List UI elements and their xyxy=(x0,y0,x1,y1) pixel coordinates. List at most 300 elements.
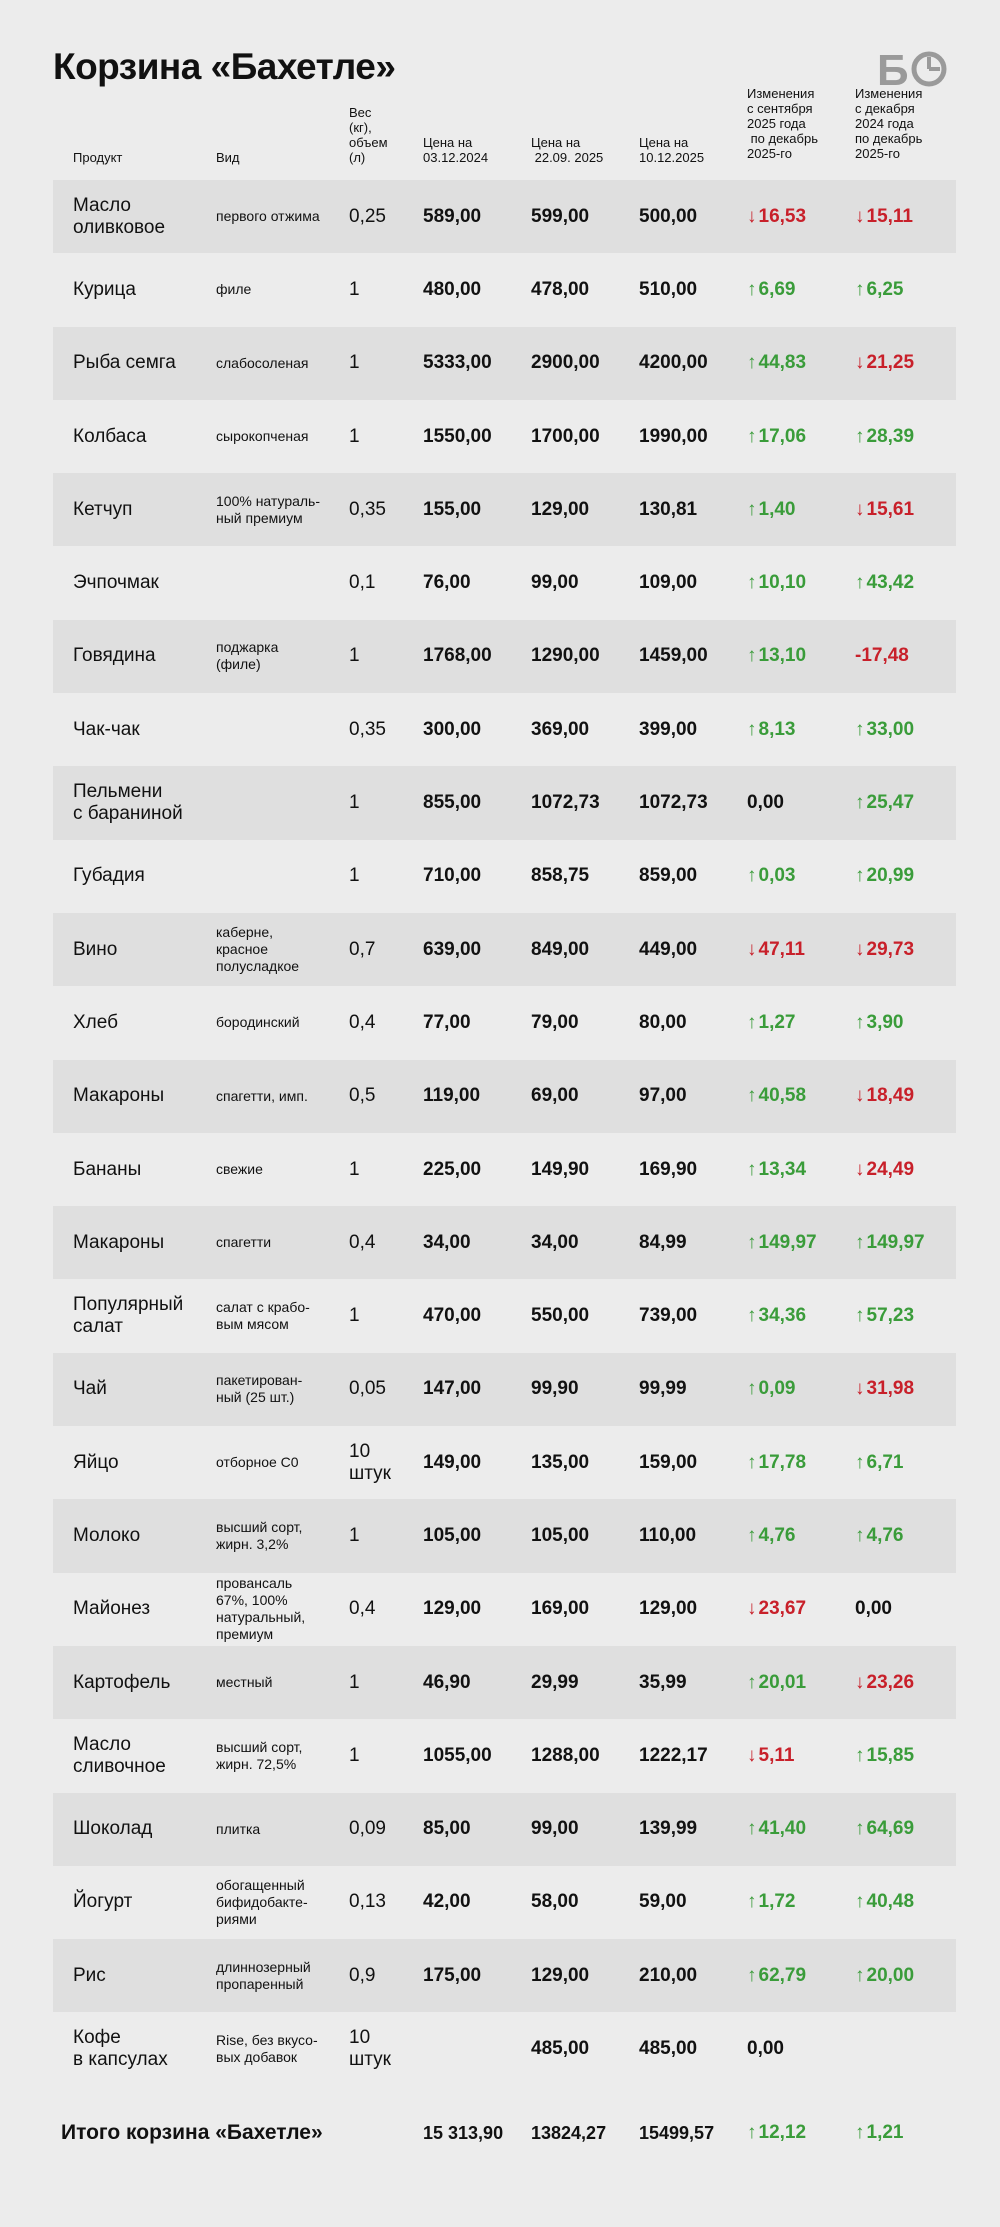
change-since-sep: ↑ 40,58 xyxy=(747,1085,807,1107)
table-row xyxy=(53,180,956,253)
price-2024: 77,00 xyxy=(423,1011,471,1033)
price-sep-2025: 1072,73 xyxy=(531,792,600,814)
price-2024: 1055,00 xyxy=(423,1744,492,1766)
change-since-sep: ↑ 6,69 xyxy=(747,278,796,300)
logo-icon xyxy=(877,48,949,90)
table-row xyxy=(53,840,956,913)
price-sep-2025: 550,00 xyxy=(531,1305,590,1327)
product-name: Масло оливковое xyxy=(73,194,166,238)
change-since-dec: ↑ 28,39 xyxy=(855,425,915,447)
header-weight: Вес (кг), объем (л) xyxy=(349,105,388,165)
price-sep-2025: 2900,00 xyxy=(531,352,600,374)
price-2024: 147,00 xyxy=(423,1378,482,1400)
product-name: Популярный салат xyxy=(73,1294,184,1338)
price-2024: 1768,00 xyxy=(423,645,492,667)
arrow-up-icon: ↑ xyxy=(747,718,757,740)
table-row xyxy=(53,1939,956,2012)
arrow-down-icon: ↓ xyxy=(855,498,865,520)
arrow-up-icon: ↑ xyxy=(747,1305,757,1327)
arrow-up-icon: ↑ xyxy=(855,718,865,740)
product-kind: спагетти xyxy=(216,1234,272,1251)
product-name: Чай xyxy=(73,1378,107,1400)
change-since-dec: ↑ 6,71 xyxy=(855,1451,904,1473)
price-dec-2025: 97,00 xyxy=(639,1085,687,1107)
weight-value: 0,35 xyxy=(349,718,386,740)
change-since-dec: ↑ 20,99 xyxy=(855,865,915,887)
product-kind: поджарка (филе) xyxy=(216,639,279,673)
price-sep-2025: 1288,00 xyxy=(531,1744,600,1766)
weight-value: 0,9 xyxy=(349,1964,376,1986)
arrow-up-icon: ↑ xyxy=(855,572,865,594)
price-2024: 639,00 xyxy=(423,938,482,960)
arrow-down-icon: ↓ xyxy=(855,1671,865,1693)
arrow-down-icon: ↓ xyxy=(855,938,865,960)
arrow-up-icon: ↑ xyxy=(747,1378,757,1400)
logo-letter-b: Б xyxy=(877,48,909,90)
price-2024: 85,00 xyxy=(423,1818,471,1840)
arrow-up-icon: ↑ xyxy=(855,2122,865,2143)
product-kind: отборное С0 xyxy=(216,1454,299,1471)
product-kind: обогащенный бифидобакте- риями xyxy=(216,1876,308,1927)
weight-value: 0,5 xyxy=(349,1085,376,1107)
weight-value: 1 xyxy=(349,865,360,887)
total-change2: ↑ 1,21 xyxy=(855,2122,904,2143)
arrow-up-icon: ↑ xyxy=(747,1011,757,1033)
change-since-dec: ↑ 4,76 xyxy=(855,1524,904,1546)
change-since-dec: ↑ 149,97 xyxy=(855,1231,925,1253)
arrow-down-icon: ↓ xyxy=(747,1744,757,1766)
change-since-dec: ↓ 21,25 xyxy=(855,352,915,374)
product-kind xyxy=(216,546,344,619)
price-2024: 710,00 xyxy=(423,865,482,887)
weight-value: 1 xyxy=(349,1671,360,1693)
change-since-dec: -17,48 xyxy=(855,645,909,667)
price-dec-2025: 139,99 xyxy=(639,1818,698,1840)
weight-value: 0,13 xyxy=(349,1891,386,1913)
change-since-dec: ↓ 15,11 xyxy=(855,205,913,227)
product-name: Курица xyxy=(73,278,136,300)
price-table xyxy=(53,180,956,2086)
price-dec-2025: 169,90 xyxy=(639,1158,698,1180)
change-since-dec: ↓ 24,49 xyxy=(855,1158,915,1180)
price-dec-2025: 159,00 xyxy=(639,1451,698,1473)
price-sep-2025: 58,00 xyxy=(531,1891,579,1913)
product-name: Яйцо xyxy=(73,1451,119,1473)
total-change1: ↑ 12,12 xyxy=(747,2122,807,2143)
weight-value: 1 xyxy=(349,1524,360,1546)
price-sep-2025: 29,99 xyxy=(531,1671,579,1693)
arrow-up-icon: ↑ xyxy=(855,1524,865,1546)
weight-value: 10 штук xyxy=(349,2027,391,2071)
header-kind: Вид xyxy=(216,150,240,165)
price-2024 xyxy=(423,2012,528,2085)
price-dec-2025: 210,00 xyxy=(639,1964,698,1986)
weight-value: 0,35 xyxy=(349,498,386,520)
change-since-sep: ↑ 13,34 xyxy=(747,1158,807,1180)
price-sep-2025: 849,00 xyxy=(531,938,590,960)
arrow-up-icon: ↑ xyxy=(855,1964,865,1986)
arrow-up-icon: ↑ xyxy=(855,278,865,300)
arrow-down-icon: ↓ xyxy=(855,1378,865,1400)
change-since-sep: ↑ 41,40 xyxy=(747,1818,807,1840)
header-price3: Цена на 10.12.2025 xyxy=(639,135,705,165)
weight-value: 0,7 xyxy=(349,938,376,960)
change-since-dec: ↑ 15,85 xyxy=(855,1744,915,1766)
price-dec-2025: 1459,00 xyxy=(639,645,708,667)
price-2024: 589,00 xyxy=(423,205,482,227)
product-name: Картофель xyxy=(73,1671,171,1693)
product-name: Рыба семга xyxy=(73,352,176,374)
arrow-up-icon: ↑ xyxy=(747,278,757,300)
table-row xyxy=(53,2012,956,2085)
arrow-down-icon: ↓ xyxy=(747,1598,757,1620)
weight-value: 0,25 xyxy=(349,205,386,227)
weight-value: 0,4 xyxy=(349,1011,376,1033)
change-since-sep: ↑ 17,78 xyxy=(747,1451,807,1473)
price-sep-2025: 169,00 xyxy=(531,1598,590,1620)
product-name: Чак-чак xyxy=(73,718,140,740)
change-since-sep: ↑ 0,09 xyxy=(747,1378,796,1400)
price-sep-2025: 369,00 xyxy=(531,718,590,740)
product-kind: высший сорт, жирн. 3,2% xyxy=(216,1518,303,1552)
arrow-up-icon: ↑ xyxy=(855,1891,865,1913)
price-2024: 1550,00 xyxy=(423,425,492,447)
change-since-dec: ↑ 25,47 xyxy=(855,792,915,814)
table-row xyxy=(53,1426,956,1499)
change-since-dec: ↑ 33,00 xyxy=(855,718,915,740)
total-label: Итого корзина «Бахетле» xyxy=(61,2121,323,2144)
table-row xyxy=(53,1793,956,1866)
change-since-dec: ↑ 20,00 xyxy=(855,1964,915,1986)
arrow-up-icon: ↑ xyxy=(855,1744,865,1766)
table-row xyxy=(53,693,956,766)
change-since-dec: 0,00 xyxy=(855,1598,892,1620)
arrow-down-icon: ↓ xyxy=(855,352,865,374)
price-dec-2025: 109,00 xyxy=(639,572,698,594)
change-since-sep: ↑ 34,36 xyxy=(747,1305,807,1327)
price-sep-2025: 149,90 xyxy=(531,1158,590,1180)
arrow-up-icon: ↑ xyxy=(747,1524,757,1546)
arrow-up-icon: ↑ xyxy=(747,865,757,887)
product-name: Пельмени с бараниной xyxy=(73,781,183,825)
change-since-sep: 0,00 xyxy=(747,2038,784,2060)
price-dec-2025: 500,00 xyxy=(639,205,698,227)
price-2024: 149,00 xyxy=(423,1451,482,1473)
weight-value: 1 xyxy=(349,1744,360,1766)
product-kind: каберне, красное полусладкое xyxy=(216,924,300,975)
product-name: Майонез xyxy=(73,1598,151,1620)
change-since-sep: ↑ 17,06 xyxy=(747,425,807,447)
price-dec-2025: 485,00 xyxy=(639,2038,698,2060)
price-sep-2025: 69,00 xyxy=(531,1085,579,1107)
total-price1: 15 313,90 xyxy=(423,2122,504,2143)
table-row xyxy=(53,766,956,839)
table-row xyxy=(53,1353,956,1426)
header-change1: Изменения с сентября 2025 года по декабрь 2025-го xyxy=(747,86,818,161)
total-price2: 13824,27 xyxy=(531,2122,607,2143)
price-dec-2025: 1222,17 xyxy=(639,1744,708,1766)
price-2024: 300,00 xyxy=(423,718,482,740)
table-row xyxy=(53,327,956,400)
arrow-up-icon: ↑ xyxy=(747,1231,757,1253)
table-row xyxy=(53,253,956,326)
price-sep-2025: 135,00 xyxy=(531,1451,590,1473)
total-price3: 15499,57 xyxy=(639,2122,715,2143)
change-since-dec: ↓ 23,26 xyxy=(855,1671,915,1693)
price-sep-2025: 99,00 xyxy=(531,572,579,594)
price-dec-2025: 80,00 xyxy=(639,1011,687,1033)
change-since-dec: ↓ 31,98 xyxy=(855,1378,915,1400)
change-since-sep: ↓ 16,53 xyxy=(747,205,807,227)
table-row xyxy=(53,620,956,693)
price-sep-2025: 99,90 xyxy=(531,1378,579,1400)
change-since-sep: ↑ 10,10 xyxy=(747,572,807,594)
price-2024: 155,00 xyxy=(423,498,482,520)
price-sep-2025: 478,00 xyxy=(531,278,590,300)
price-2024: 76,00 xyxy=(423,572,471,594)
price-dec-2025: 1990,00 xyxy=(639,425,708,447)
change-since-dec: ↑ 40,48 xyxy=(855,1891,915,1913)
product-kind: 100% натураль- ный премиум xyxy=(216,492,321,526)
arrow-up-icon: ↑ xyxy=(855,1305,865,1327)
table-row xyxy=(53,986,956,1059)
weight-value: 1 xyxy=(349,425,360,447)
weight-value: 0,4 xyxy=(349,1231,376,1253)
total-row xyxy=(53,2100,956,2166)
arrow-up-icon: ↑ xyxy=(747,1671,757,1693)
change-since-sep: ↑ 62,79 xyxy=(747,1964,807,1986)
table-row xyxy=(53,1279,956,1352)
change-since-sep: ↓ 23,67 xyxy=(747,1598,807,1620)
product-kind: бородинский xyxy=(216,1014,300,1031)
price-2024: 129,00 xyxy=(423,1598,482,1620)
product-name: Молоко xyxy=(73,1524,141,1546)
change-since-dec: ↑ 64,69 xyxy=(855,1818,915,1840)
price-2024: 34,00 xyxy=(423,1231,471,1253)
arrow-up-icon: ↑ xyxy=(855,1231,865,1253)
product-name: Вино xyxy=(73,938,118,960)
weight-value: 1 xyxy=(349,278,360,300)
price-2024: 225,00 xyxy=(423,1158,482,1180)
arrow-up-icon: ↑ xyxy=(855,1451,865,1473)
product-name: Бананы xyxy=(73,1158,142,1180)
arrow-up-icon: ↑ xyxy=(747,572,757,594)
arrow-down-icon: ↓ xyxy=(855,1158,865,1180)
weight-value: 0,4 xyxy=(349,1598,376,1620)
arrow-up-icon: ↑ xyxy=(747,1818,757,1840)
change-since-sep: 0,00 xyxy=(747,792,784,814)
price-sep-2025: 1700,00 xyxy=(531,425,600,447)
product-kind: салат с крабо- вым мясом xyxy=(216,1299,310,1333)
price-dec-2025: 1072,73 xyxy=(639,792,708,814)
product-name: Губадия xyxy=(73,865,145,887)
price-2024: 42,00 xyxy=(423,1891,471,1913)
product-name: Кетчуп xyxy=(73,498,133,520)
product-kind: местный xyxy=(216,1674,273,1691)
product-name: Рис xyxy=(73,1964,106,1986)
product-name: Хлеб xyxy=(73,1011,118,1033)
header-price1: Цена на 03.12.2024 xyxy=(423,135,489,165)
arrow-up-icon: ↑ xyxy=(747,1085,757,1107)
weight-value: 0,1 xyxy=(349,572,376,594)
price-2024: 46,90 xyxy=(423,1671,471,1693)
product-name: Говядина xyxy=(73,645,156,667)
product-name: Кофе в капсулах xyxy=(73,2027,168,2071)
change-since-sep: ↑ 20,01 xyxy=(747,1671,807,1693)
price-dec-2025: 110,00 xyxy=(639,1524,697,1546)
table-row xyxy=(53,1573,956,1646)
price-2024: 175,00 xyxy=(423,1964,482,1986)
product-kind: первого отжима xyxy=(216,208,320,225)
product-name: Макароны xyxy=(73,1231,165,1253)
arrow-down-icon: ↓ xyxy=(855,205,865,227)
product-name: Шоколад xyxy=(73,1818,153,1840)
price-2024: 855,00 xyxy=(423,792,482,814)
table-row xyxy=(53,473,956,546)
price-dec-2025: 35,99 xyxy=(639,1671,687,1693)
product-kind: высший сорт, жирн. 72,5% xyxy=(216,1738,303,1772)
arrow-up-icon: ↑ xyxy=(855,792,865,814)
price-sep-2025: 79,00 xyxy=(531,1011,579,1033)
price-dec-2025: 129,00 xyxy=(639,1598,698,1620)
product-name: Масло сливочное xyxy=(73,1733,166,1777)
table-row xyxy=(53,400,956,473)
product-kind: сырокопченая xyxy=(216,428,309,445)
arrow-up-icon: ↑ xyxy=(747,352,757,374)
change-since-dec: ↑ 6,25 xyxy=(855,278,904,300)
table-row xyxy=(53,1133,956,1206)
change-since-sep: ↑ 13,10 xyxy=(747,645,807,667)
change-since-sep: ↑ 8,13 xyxy=(747,718,796,740)
change-since-dec xyxy=(855,2012,960,2085)
change-since-sep: ↓ 47,11 xyxy=(747,938,805,960)
price-2024: 5333,00 xyxy=(423,352,492,374)
product-name: Колбаса xyxy=(73,425,147,447)
change-since-dec: ↑ 57,23 xyxy=(855,1305,915,1327)
arrow-up-icon: ↑ xyxy=(747,1964,757,1986)
weight-value: 1 xyxy=(349,792,360,814)
arrow-up-icon: ↑ xyxy=(747,1891,757,1913)
change-since-dec: ↓ 18,49 xyxy=(855,1085,915,1107)
arrow-up-icon: ↑ xyxy=(747,425,757,447)
product-kind xyxy=(216,693,344,766)
price-sep-2025: 129,00 xyxy=(531,1964,590,1986)
product-kind: свежие xyxy=(216,1161,263,1177)
weight-value: 0,09 xyxy=(349,1818,386,1840)
price-dec-2025: 130,81 xyxy=(639,498,698,520)
price-dec-2025: 510,00 xyxy=(639,278,698,300)
price-sep-2025: 485,00 xyxy=(531,2038,590,2060)
price-2024: 480,00 xyxy=(423,278,482,300)
weight-value: 1 xyxy=(349,645,360,667)
table-row xyxy=(53,1719,956,1792)
change-since-dec: ↓ 29,73 xyxy=(855,938,915,960)
price-dec-2025: 739,00 xyxy=(639,1305,698,1327)
change-since-sep: ↑ 1,72 xyxy=(747,1891,796,1913)
weight-value: 1 xyxy=(349,352,360,374)
change-since-dec: ↑ 3,90 xyxy=(855,1011,904,1033)
product-kind xyxy=(216,766,344,839)
product-kind: провансаль 67%, 100% натуральный, премиум xyxy=(216,1575,306,1643)
arrow-down-icon: ↓ xyxy=(855,1085,865,1107)
table-row xyxy=(53,1499,956,1572)
price-sep-2025: 599,00 xyxy=(531,205,590,227)
price-sep-2025: 34,00 xyxy=(531,1231,579,1253)
price-2024: 470,00 xyxy=(423,1305,482,1327)
table-row xyxy=(53,1866,956,1939)
product-name: Макароны xyxy=(73,1085,165,1107)
price-dec-2025: 859,00 xyxy=(639,865,698,887)
arrow-down-icon: ↓ xyxy=(747,938,757,960)
table-row xyxy=(53,546,956,619)
product-kind xyxy=(216,840,344,913)
table-row xyxy=(53,1646,956,1719)
product-kind: плитка xyxy=(216,1820,261,1837)
arrow-up-icon: ↑ xyxy=(747,1158,757,1180)
arrow-up-icon: ↑ xyxy=(855,1011,865,1033)
change-since-sep: ↑ 149,97 xyxy=(747,1231,817,1253)
price-2024: 105,00 xyxy=(423,1524,482,1546)
arrow-up-icon: ↑ xyxy=(747,645,757,667)
weight-value: 10 штук xyxy=(349,1440,391,1484)
product-kind: пакетирован- ный (25 шт.) xyxy=(216,1372,303,1406)
bo-logo xyxy=(877,48,949,90)
arrow-up-icon: ↑ xyxy=(855,865,865,887)
change-since-sep: ↑ 1,27 xyxy=(747,1011,796,1033)
arrow-down-icon: ↓ xyxy=(747,205,757,227)
weight-value: 0,05 xyxy=(349,1378,386,1400)
price-2024: 119,00 xyxy=(423,1085,481,1107)
arrow-up-icon: ↑ xyxy=(747,1451,757,1473)
price-dec-2025: 4200,00 xyxy=(639,352,708,374)
change-since-dec: ↓ 15,61 xyxy=(855,498,915,520)
page-title: Корзина «Бахетле» xyxy=(53,46,396,87)
arrow-up-icon: ↑ xyxy=(747,2122,757,2143)
header-change2: Изменения с декабря 2024 года по декабрь 2025-го xyxy=(855,86,923,161)
product-kind: длиннозерный пропаренный xyxy=(216,1958,311,1992)
change-since-sep: ↑ 1,40 xyxy=(747,498,796,520)
arrow-up-icon: ↑ xyxy=(855,425,865,447)
product-kind: слабосоленая xyxy=(216,354,309,371)
table-row xyxy=(53,913,956,986)
price-dec-2025: 59,00 xyxy=(639,1891,687,1913)
arrow-up-icon: ↑ xyxy=(855,1818,865,1840)
price-dec-2025: 84,99 xyxy=(639,1231,687,1253)
change-since-dec: ↑ 43,42 xyxy=(855,572,915,594)
price-sep-2025: 105,00 xyxy=(531,1524,590,1546)
table-row xyxy=(53,1060,956,1133)
table-row xyxy=(53,1206,956,1279)
header-product: Продукт xyxy=(73,150,123,165)
product-kind: Rise, без вкусо- вых добавок xyxy=(216,2032,318,2066)
product-kind: филе xyxy=(216,281,252,298)
weight-value: 1 xyxy=(349,1305,360,1327)
product-name: Йогурт xyxy=(73,1891,133,1913)
price-dec-2025: 399,00 xyxy=(639,718,698,740)
arrow-up-icon: ↑ xyxy=(747,498,757,520)
change-since-sep: ↑ 4,76 xyxy=(747,1524,796,1546)
change-since-sep: ↑ 0,03 xyxy=(747,865,796,887)
change-since-sep: ↑ 44,83 xyxy=(747,352,807,374)
product-name: Эчпочмак xyxy=(73,572,159,594)
price-sep-2025: 129,00 xyxy=(531,498,590,520)
price-dec-2025: 99,99 xyxy=(639,1378,687,1400)
price-dec-2025: 449,00 xyxy=(639,938,698,960)
price-sep-2025: 858,75 xyxy=(531,865,590,887)
price-sep-2025: 1290,00 xyxy=(531,645,600,667)
weight-value: 1 xyxy=(349,1158,360,1180)
product-kind: спагетти, имп. xyxy=(216,1087,308,1104)
